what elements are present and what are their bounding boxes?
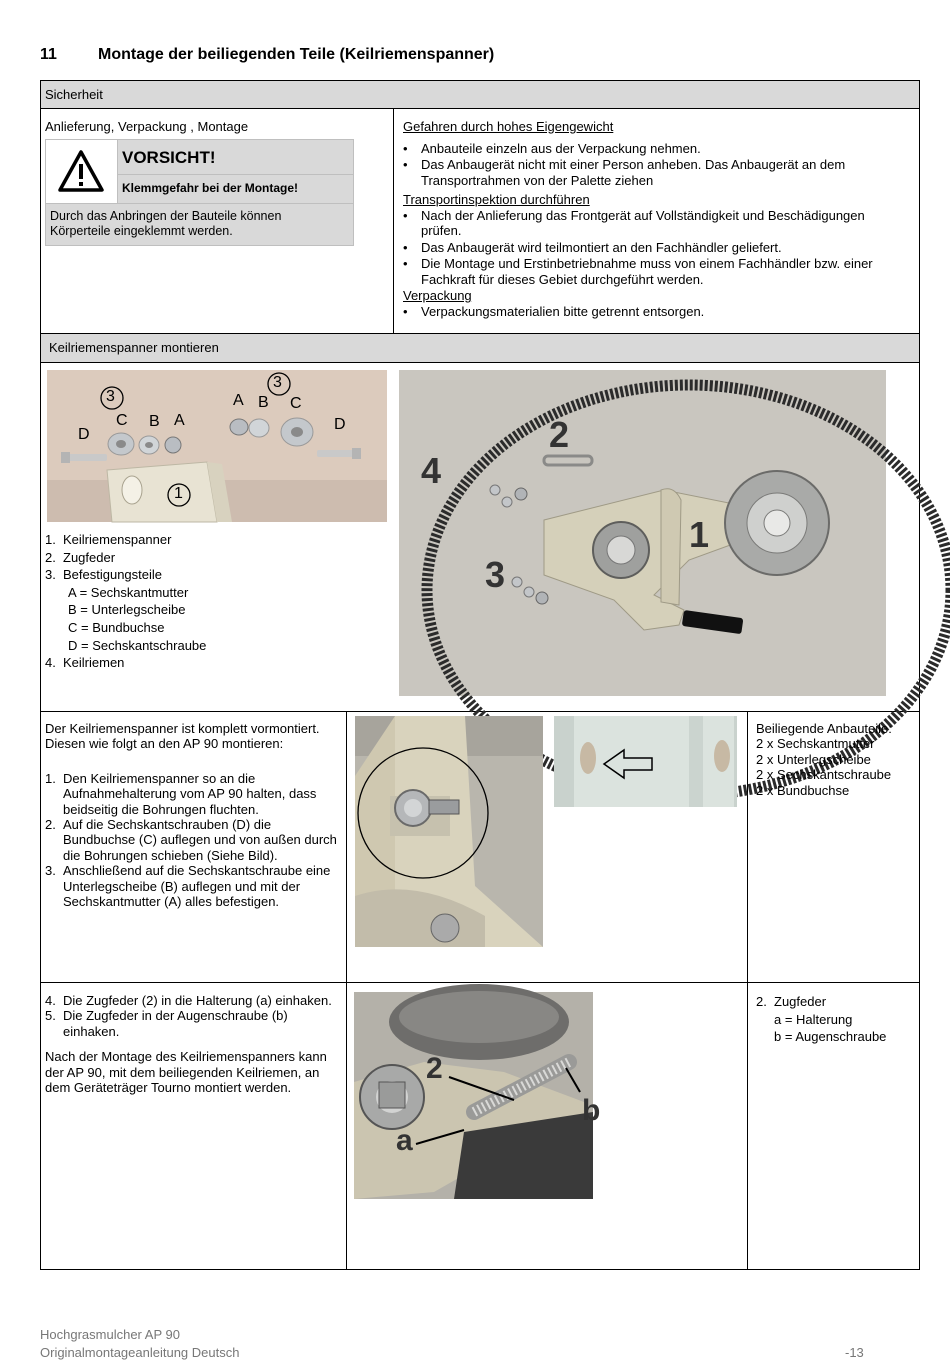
section-title: Montage der beiliegenden Teile (Keilriemenspanner) <box>98 46 495 63</box>
warning-title-cell <box>118 140 353 175</box>
spring-legend <box>756 993 916 1046</box>
warning-box <box>45 139 354 246</box>
heading-verpackung: Verpackung <box>403 288 472 303</box>
parts-label-b2: B <box>258 394 269 411</box>
spring-label-b: b <box>582 1094 601 1127</box>
list-item: 2. Zugfeder <box>45 549 116 565</box>
list-item: 3. Befestigungsteile <box>45 567 163 583</box>
list-number: 1. <box>45 532 56 547</box>
list-item: 5. Die Zugfeder in der Augenschraube (b) einhaken. <box>45 1008 288 1039</box>
parts-label-d: D <box>78 426 90 443</box>
step1-list <box>45 771 341 910</box>
list-item: • Das Anbaugerät nicht mit einer Person anheben. Das Anbaugerät an dem Transportrahmen von der Palette ziehen <box>403 157 908 188</box>
included-parts <box>756 721 916 798</box>
tensioner-label-3: 3 <box>485 554 506 595</box>
parts-label-c2: C <box>290 395 302 412</box>
spring-label-a: a <box>396 1124 413 1157</box>
list-item: 4. Keilriemen <box>45 655 125 671</box>
parts-ordered-list-end <box>45 654 385 672</box>
tensioner-label-2: 2 <box>549 414 570 455</box>
spring-illustration <box>354 992 593 1199</box>
footer-line2: Originalmontageanleitung Deutsch <box>40 1345 240 1360</box>
step2-list <box>45 993 341 1039</box>
sub-parts <box>45 584 385 654</box>
bracket-photo <box>554 716 737 807</box>
step2-text <box>45 993 341 1095</box>
parts-list <box>45 531 385 672</box>
parts-label-c: C <box>116 412 128 429</box>
spring-label-2: 2 <box>426 1052 443 1085</box>
step1-intro: Der Keilriemenspanner ist komplett vormontiert. Diesen wie folgt an den AP 90 montieren: <box>45 721 320 752</box>
step2-note: Nach der Montage des Keilriemenspanners kann der AP 90, mit dem beiliegenden Keilriemen, an dem Geräteträger Tourno montiert werden. <box>45 1049 327 1096</box>
section-number: 11 <box>40 46 57 63</box>
included-parts-title: Beiliegende Anbauteile: <box>756 721 892 736</box>
legend-item: a = Halterung <box>774 1011 853 1027</box>
warning-subtitle: Klemmgefahr bei der Montage! <box>122 181 299 195</box>
spring-photo <box>354 992 601 1199</box>
spring-legend-items <box>756 1011 916 1046</box>
included-part: 2 x Unterlegscheibe <box>756 751 871 767</box>
sub-part: A = Sechskantmutter <box>68 584 189 600</box>
included-part: 2 x Sechskantschraube <box>756 767 892 783</box>
list-number: 4. <box>45 655 56 671</box>
list-item: 1. Den Keilriemenspanner so an die Aufnahmehalterung vom AP 90 halten, dass beidseitig die Bohrungen fluchten. <box>45 770 317 817</box>
parts-label-a2: A <box>233 392 244 409</box>
list-item: • Anbauteile einzeln aus der Verpackung nehmen. <box>403 141 908 157</box>
sub-part: B = Unterlegscheibe <box>68 602 186 618</box>
footer-page: -13 <box>845 1345 864 1360</box>
list-item: 3. Anschließend auf die Sechskantschraube eine Unterlegscheibe (B) auflegen und mit der Sechskantmutter (A) alles befestigen. <box>45 863 331 910</box>
list-item: • Die Montage und Erstinbetriebnahme muss von einem Fachhändler bzw. einer Fachkraft für dieses Gebiet durchgeführt werden. <box>403 256 908 287</box>
list-item: • Das Anbaugerät wird teilmontiert an den Fachhändler geliefert. <box>403 240 908 256</box>
tensioner-label-4: 4 <box>421 450 442 491</box>
list-item: 1. Keilriemenspanner <box>45 532 172 547</box>
spring-legend-list <box>756 993 916 1011</box>
parts-label-d2: D <box>334 416 346 433</box>
tensioner-photo <box>399 370 886 696</box>
list-verpackung <box>403 304 908 320</box>
warning-triangle-icon <box>46 140 117 203</box>
safety-header: Sicherheit <box>45 87 103 102</box>
included-part: 2 x Bundbuchse <box>756 782 850 798</box>
warning-body-cell <box>46 204 353 245</box>
parts-circle-1: 1 <box>174 485 183 502</box>
list-transportinspektion <box>403 208 908 288</box>
parts-label-a: A <box>174 412 185 429</box>
parts-photo <box>47 370 387 522</box>
list-item: 2. Zugfeder <box>756 994 827 1009</box>
list-eigengewicht <box>403 141 908 189</box>
step1-text <box>45 721 341 909</box>
parts-circle-3a: 3 <box>106 388 115 405</box>
list-item: 2. Auf die Sechskantschrauben (D) die Bundbuchse (C) auflegen und von außen durch die Bohrungen schieben (Siehe Bild). <box>45 817 337 863</box>
list-item: 4. Die Zugfeder (2) in die Halterung (a) einhaken. <box>45 993 332 1008</box>
legend-item: b = Augenschraube <box>774 1029 887 1045</box>
sub-part: C = Bundbuchse <box>68 619 165 635</box>
bolt-photo <box>355 716 543 947</box>
safety-right <box>403 119 908 319</box>
mount-header: Keilriemenspanner montieren <box>49 340 219 355</box>
parts-illustration <box>47 370 387 522</box>
heading-eigengewicht: Gefahren durch hohes Eigengewicht <box>403 119 614 134</box>
bolt-illustration <box>355 716 543 947</box>
sub-part: D = Sechskantschraube <box>68 637 207 653</box>
bracket-illustration <box>554 716 737 807</box>
tensioner-illustration <box>399 370 886 696</box>
heading-transportinspektion: Transportinspektion durchführen <box>403 192 590 207</box>
safety-left-title: Anlieferung, Verpackung , Montage <box>45 119 249 134</box>
section-heading <box>40 46 494 64</box>
tensioner-label-1: 1 <box>689 514 710 555</box>
footer-line1: Hochgrasmulcher AP 90 <box>40 1327 180 1342</box>
safety-header-bg <box>40 80 919 108</box>
warning-body: Durch das Anbringen der Bauteile können Körperteile eingeklemmt werden. <box>50 209 282 238</box>
parts-ordered-list <box>45 531 385 584</box>
list-number: 3. <box>45 567 56 583</box>
list-item: • Nach der Anlieferung das Frontgerät auf Vollständigkeit und Beschädigungen prüfen. <box>403 208 908 239</box>
list-number: 2. <box>45 549 56 565</box>
list-item: • Verpackungsmaterialien bitte getrennt entsorgen. <box>403 304 908 320</box>
warning-title: VORSICHT! <box>122 148 216 167</box>
warning-icon-cell <box>46 140 118 204</box>
included-part: 2 x Sechskantmutter <box>756 736 875 752</box>
warning-subtitle-cell <box>118 175 353 204</box>
parts-label-b: B <box>149 413 160 430</box>
parts-circle-3b: 3 <box>273 374 282 391</box>
